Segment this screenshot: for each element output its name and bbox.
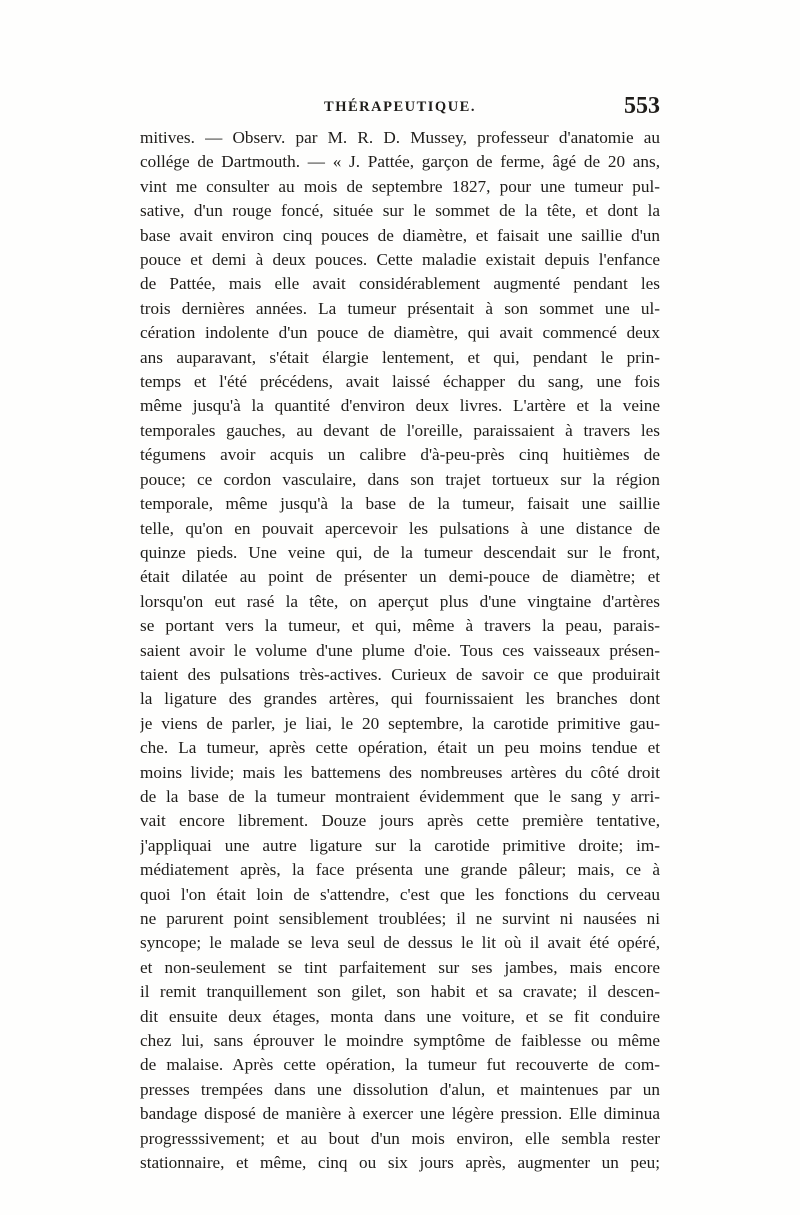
text-line: et non-seulement se tint parfaitement sur ses jambes, mais encore <box>140 957 660 977</box>
body-text <box>140 126 660 1175</box>
text-line: temporales gauches, au devant de l'oreille, paraissaient à travers les <box>140 420 660 440</box>
text-line: tégumens avoir acquis un calibre d'à-peu-près cinq huitièmes de <box>140 445 660 465</box>
text-line: moins livide; mais les battemens des nombreuses artères du côté droit <box>140 762 660 782</box>
text-line: la ligature des grandes artères, qui fournissaient les branches dont <box>140 689 660 709</box>
text-line: progresssivement; et au bout d'un mois environ, elle sembla rester <box>140 1128 660 1148</box>
text-line: telle, qu'on en pouvait apercevoir les pulsations à une distance de <box>140 518 660 538</box>
text-line: mitives. — Observ. par M. R. D. Mussey, professeur d'anatomie au <box>140 128 660 147</box>
text-line: dit ensuite deux étages, monta dans une voiture, et se fit conduire <box>140 1006 660 1026</box>
text-line: lorsqu'on eut rasé la tête, on aperçut plus d'une vingtaine d'artères <box>140 591 660 611</box>
text-line: ans auparavant, s'était élargie lentement, et qui, pendant le prin- <box>140 347 660 367</box>
text-line: même jusqu'à la quantité d'environ deux livres. L'artère et la veine <box>140 396 660 416</box>
text-line: temps et l'été précédens, avait laissé échapper du sang, une fois <box>140 372 660 392</box>
text-line: temporale, même jusqu'à la base de la tumeur, faisait une saillie <box>140 494 660 514</box>
text-line: ne parurent point sensiblement troublées; il ne survint ni nausées ni <box>140 909 660 928</box>
text-line: bandage disposé de manière à exercer une légère pression. Elle diminua <box>140 1104 660 1124</box>
text-line: je viens de parler, je liai, le 20 septembre, la carotide primitive gau- <box>140 713 660 733</box>
running-head: THÉRAPEUTIQUE. <box>324 99 476 115</box>
text-line: collége de Dartmouth. — « J. Pattée, garçon de ferme, âgé de 20 ans, <box>140 152 660 172</box>
text-line: sative, d'un rouge foncé, située sur le sommet de la tête, et dont la <box>140 201 660 221</box>
text-line: pouce; ce cordon vasculaire, dans son trajet tortueux sur la région <box>140 469 660 489</box>
text-line: taient des pulsations très-actives. Curieux de savoir ce que produirait <box>140 664 660 684</box>
text-line: se portant vers la tumeur, et qui, même à travers la peau, parais- <box>140 616 660 636</box>
page-header <box>140 93 660 121</box>
text-line: quoi l'on était loin de s'attendre, c'est que les fonctions du cerveau <box>140 884 660 904</box>
text-line: presses trempées dans une dissolution d'alun, et maintenues par un <box>140 1079 660 1099</box>
text-line: de la base de la tumeur montraient évidemment que le sang y arri- <box>140 786 660 806</box>
text-line: stationnaire, et même, cinq ou six jours après, augmenter un peu; <box>140 1153 660 1173</box>
text-line: médiatement après, la face présenta une grande pâleur; mais, ce à <box>140 860 660 880</box>
text-line: était dilatée au point de présenter un demi-pouce de diamètre; et <box>140 567 660 587</box>
text-line: vint me consulter au mois de septembre 1827, pour une tumeur pul- <box>140 176 660 196</box>
text-line: vait encore librement. Douze jours après cette première tentative, <box>140 811 660 831</box>
text-line: trois dernières années. La tumeur présentait à son sommet une ul- <box>140 298 660 318</box>
page-number: 553 <box>624 93 660 119</box>
text-line: pouce et demi à deux pouces. Cette maladie existait depuis l'enfance <box>140 250 660 270</box>
text-line: cération indolente d'un pouce de diamètre, qui avait commencé deux <box>140 323 660 343</box>
text-line: quinze pieds. Une veine qui, de la tumeur descendait sur le front, <box>140 542 660 562</box>
text-line: syncope; le malade se leva seul de dessus le lit où il avait été opéré, <box>140 933 660 953</box>
text-line: il remit tranquillement son gilet, son habit et sa cravate; il descen- <box>140 982 660 1002</box>
text-line: chez lui, sans éprouver le moindre symptôme de faiblesse ou même <box>140 1031 660 1051</box>
text-line: che. La tumeur, après cette opération, était un peu moins tendue et <box>140 738 660 758</box>
text-line: de Pattée, mais elle avait considérablement augmenté pendant les <box>140 274 660 294</box>
text-line: base avait environ cinq pouces de diamètre, et faisait une saillie d'un <box>140 225 660 245</box>
text-line: j'appliquai une autre ligature sur la carotide primitive droite; im- <box>140 835 660 855</box>
text-line: saient avoir le volume d'une plume d'oie. Tous ces vaisseaux présen- <box>140 640 660 660</box>
text-line: de malaise. Après cette opération, la tumeur fut recouverte de com- <box>140 1055 660 1075</box>
